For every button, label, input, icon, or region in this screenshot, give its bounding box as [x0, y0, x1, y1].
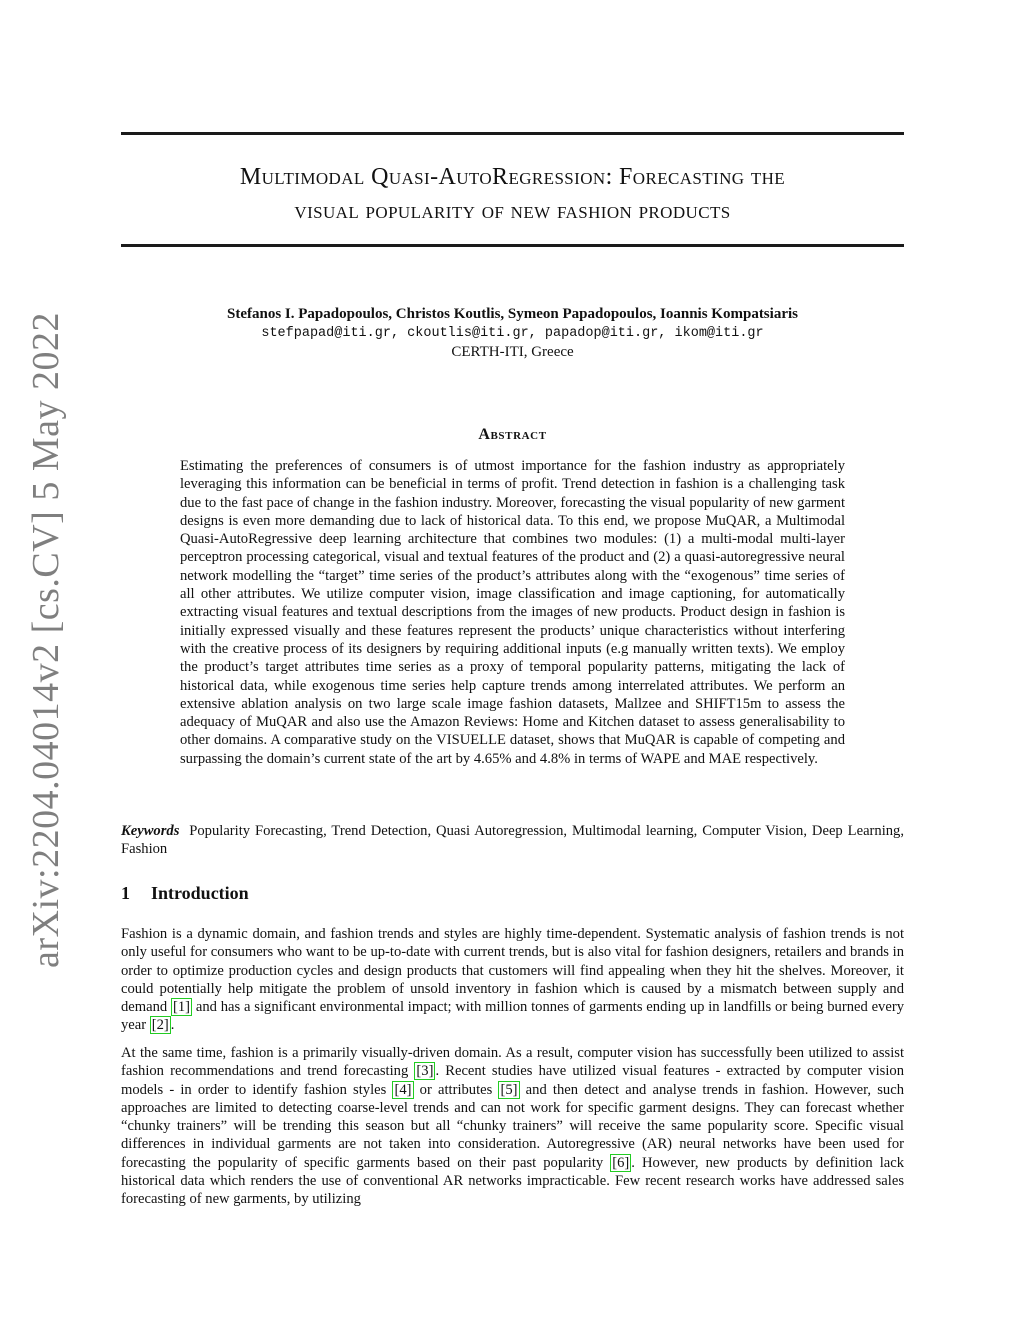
title-rule-top [121, 132, 904, 135]
abstract-text: Estimating the preferences of consumers is of utmost importance for the fashion industry as appropriately leveraging this information can be beneficial in terms of profit. Trend detection in fashion is a challenging task due to the fast pace of change in the fashion industry. Moreover, forecasting the visual popularity of new garment designs is even more demanding due to lack of historical data. To this end, we propose MuQAR, a Multimodal Quasi-AutoRegressive deep learning architecture that combines two modules: (1) a multi-modal multi-layer perceptron processing categorical, visual and textual features of the product and (2) a quasi-autoregressive neural network modelling the “target” time series of the product’s attributes along with the “exogenous” time series of all other attributes. We utilize computer vision, image classification and image captioning, for automatically extracting visual features and textual descriptions from the images of new products. Product design in fashion is initially expressed visually and these features represent the products’ unique characteristics without interfering with the creative process of its designers by requiring additional inputs (e.g manually written texts). We employ the product’s target attributes time series as a proxy of temporal popularity patterns, mitigating the lack of historical data, while exogenous time series help capture trends among interrelated attributes. We perform an extensive ablation analysis on two large scale image fashion datasets, Mallzee and SHIFT15m to assess the adequacy of MuQAR and also use the Amazon Reviews: Home and Kitchen dataset to assess generalisability to other domains. A comparative study on the VISUELLE dataset, shows that MuQAR is capable of competing and surpassing the domain’s current state of the art by 4.65% and 4.8% in terms of WAPE and MAE respectively. [180, 458, 845, 767]
citation-link-2[interactable]: [2] [151, 1017, 169, 1034]
paper-title [121, 160, 904, 228]
author-emails: stefpapad@iti.gr, ckoutlis@iti.gr, papadop@iti.gr, ikom@iti.gr [261, 326, 764, 341]
section-heading-introduction [121, 883, 249, 904]
author-names: Stefanos I. Papadopoulos, Christos Koutlis, Symeon Papadopoulos, Ioannis Kompatsiaris [227, 306, 798, 322]
section-title: Introduction [151, 883, 249, 903]
intro-paragraph-1 [121, 925, 904, 1035]
intro-paragraph-2 [121, 1044, 904, 1209]
citation-link-5[interactable]: [5] [500, 1081, 518, 1098]
author-affiliation: CERTH-ITI, Greece [451, 344, 574, 360]
intro-p1-text: and has a significant environmental impact; with million tonnes of garments ending up in landfills or being burned every year [121, 999, 904, 1034]
citation-link-1[interactable]: [1] [173, 999, 191, 1016]
section-number: 1 [121, 883, 130, 903]
title-line-1: Multimodal Quasi-AutoRegression: Forecasting the [239, 164, 786, 190]
arxiv-identifier: arXiv:2204.04014v2 [cs.CV] 5 May 2022 [25, 312, 67, 968]
citation-link-4[interactable]: [4] [394, 1081, 412, 1098]
intro-p2-text: and then detect and analyse trends in fashion. However, such approaches are limited to detecting coarse-level trends and can not work for specific garment designs. They can forecast whether “chunky trainers” will be trending this season but all “chunky trainers” will receive the same popularity score. Specific visual differences in individual garments are not taken into consideration. Autoregressive (AR) neural networks have been used for forecasting the popularity of specific garments based on their past popularity [121, 1081, 905, 1171]
keywords-text: Popularity Forecasting, Trend Detection, Quasi Autoregression, Multimodal learning, Computer Vision, Deep Learning, Fashion [121, 823, 904, 858]
author-block [121, 305, 904, 362]
intro-p2-text: At the same time, fashion is a primarily visually-driven domain. As a result, computer vision has successfully been utilized to assist fashion recommendations and trend forecasting [121, 1045, 904, 1080]
citation-link-3[interactable]: [3] [416, 1063, 434, 1080]
intro-p1-text: Fashion is a dynamic domain, and fashion trends and styles are highly time-dependent. Systematic analysis of fashion trends is not only useful for consumers who want to be up-to-date with current trends, but is also vital for fashion designers, retailers and brands in order to optimize production cycles and design products that customers will find appealing when they hit the shelves. Moreover, it could potentially help mitigate the problem of unsold inventory in fashion which is caused by a mismatch between supply and demand [121, 926, 904, 1016]
intro-p2-text: . Recent studies have utilized visual features - extracted by computer vision models - in order to identify fashion styles [121, 1063, 904, 1098]
keywords [121, 822, 904, 859]
title-line-2: visual popularity of new fashion products [294, 198, 731, 224]
intro-p1-text: . [170, 1017, 175, 1034]
abstract-heading: Abstract [478, 426, 547, 443]
intro-p2-text: . However, new products by definition lack historical data which renders the use of conventional AR networks impracticable. Few recent research works have addressed sales forecasting of new garments, by utilizing [121, 1154, 904, 1208]
intro-p2-text: or attributes [413, 1081, 499, 1098]
title-rule-bottom [121, 244, 904, 247]
keywords-label: Keywords [121, 823, 180, 839]
citation-link-6[interactable]: [6] [612, 1154, 630, 1171]
